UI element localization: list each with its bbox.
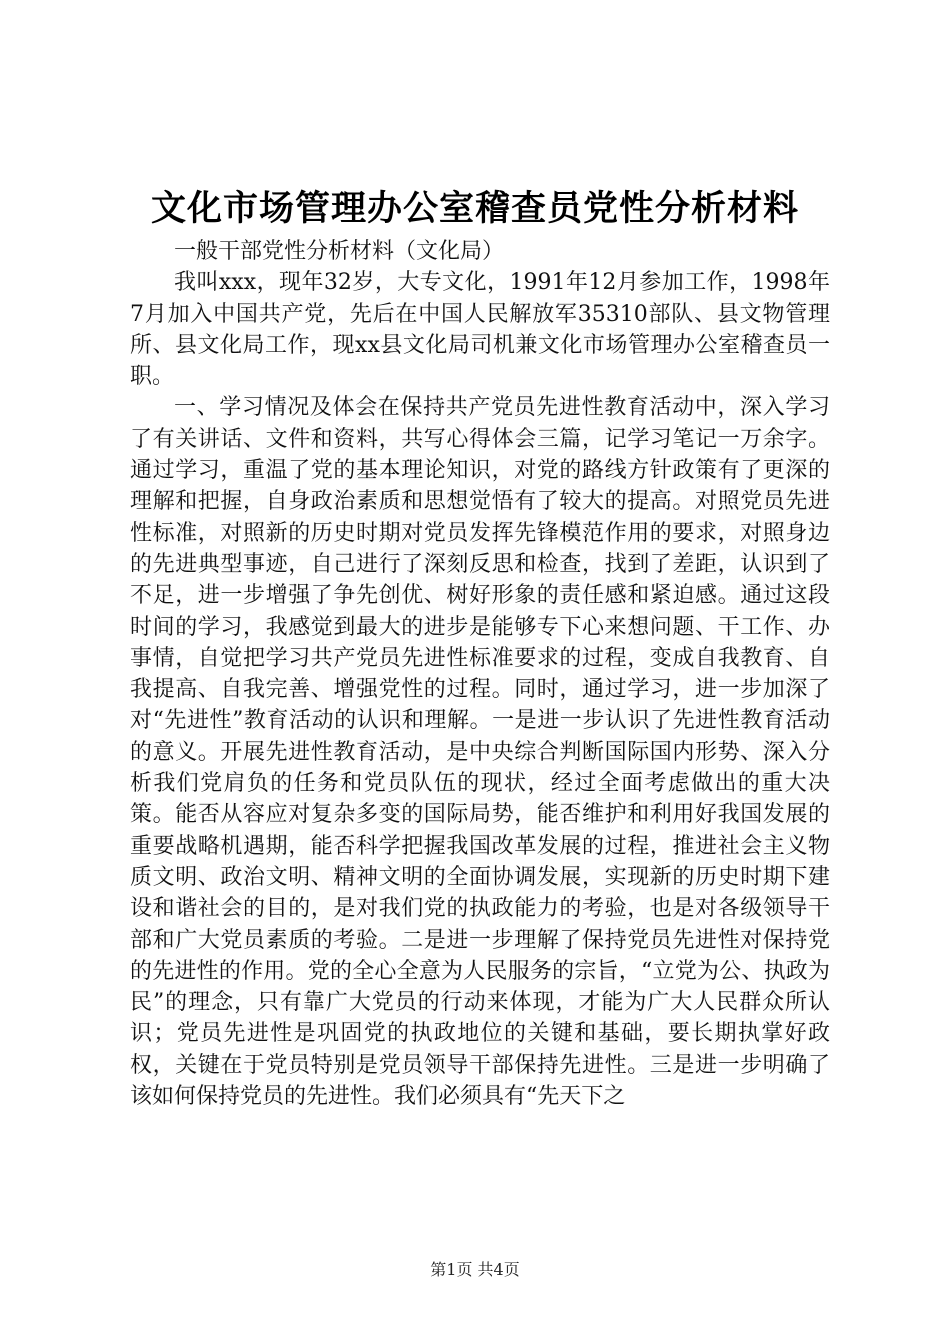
page-number-footer: 第1页 共4页 bbox=[430, 1260, 520, 1279]
intro-paragraph: 我叫xxx，现年32岁，大专文化，1991年12月参加工作，1998年7月加入中国共产党，先后在中国人民解放军35310部队、县文物管理所、县文化局工作，现xx县文化局司机兼文化市场管理办公室稽查员一职。 bbox=[130, 270, 830, 390]
study-paragraph: 一、学习情况及体会在保持共产党员先进性教育活动中，深入学习了有关讲话、文件和资料，共写心得体会三篇，记学习笔记一万余字。通过学习，重温了党的基本理论知识，对党的路线方针政策有了更深的理解和把握，自身政治素质和思想觉悟有了较大的提高。对照党员先进性标准，对照新的历史时期对党员发挥先锋模范作用的要求，对照身边的先进典型事迹，自己进行了深刻反思和检查，找到了差距，认识到了不足，进一步增强了争先创优、树好形象的责任感和紧迫感。通过这段时间的学习，我感觉到最大的进步是能够专下心来想问题、干工作、办事情，自觉把学习共产党员先进性标准要求的过程，变成自我教育、自我提高、自我完善、增强党性的过程。同时，通过学习，进一步加深了对“先进性”教育活动的认识和理解。一是进一步认识了先进性教育活动的意义。开展先进性教育活动，是中央综合判断国际国内形势、深入分析我们党肩负的任务和党员队伍的现状，经过全面考虑做出的重大决策。能否从容应对复杂多变的国际局势，能否维护和利用好我国发展的重要战略机遇期，能否科学把握我国改革发展的过程，推进社会主义物质文明、政治文明、精神文明的全面协调发展，实现新的历史时期下建设和谐社会的目的，是对我们党的执政能力的考验，也是对各级领导干部和广大党员素质的考验。二是进一步理解了保持党员先进性对保持党的先进性的作用。党的全心全意为人民服务的宗旨，“立党为公、执政为民”的理念，只有靠广大党员的行动来体现，才能为广大人民群众所认识；党员先进性是巩固党的执政地位的关键和基础，要长期执掌好政权，关键在于党员特别是党员领导干部保持先进性。三是进一步明确了该如何保持党员的先进性。我们必须具有“先天下之 bbox=[130, 395, 830, 1110]
subtitle-paragraph: 一般干部党性分析材料（文化局） bbox=[174, 239, 505, 264]
document-title: 文化市场管理办公室稽查员党性分析材料 bbox=[150, 188, 799, 229]
document-body bbox=[130, 236, 830, 1112]
